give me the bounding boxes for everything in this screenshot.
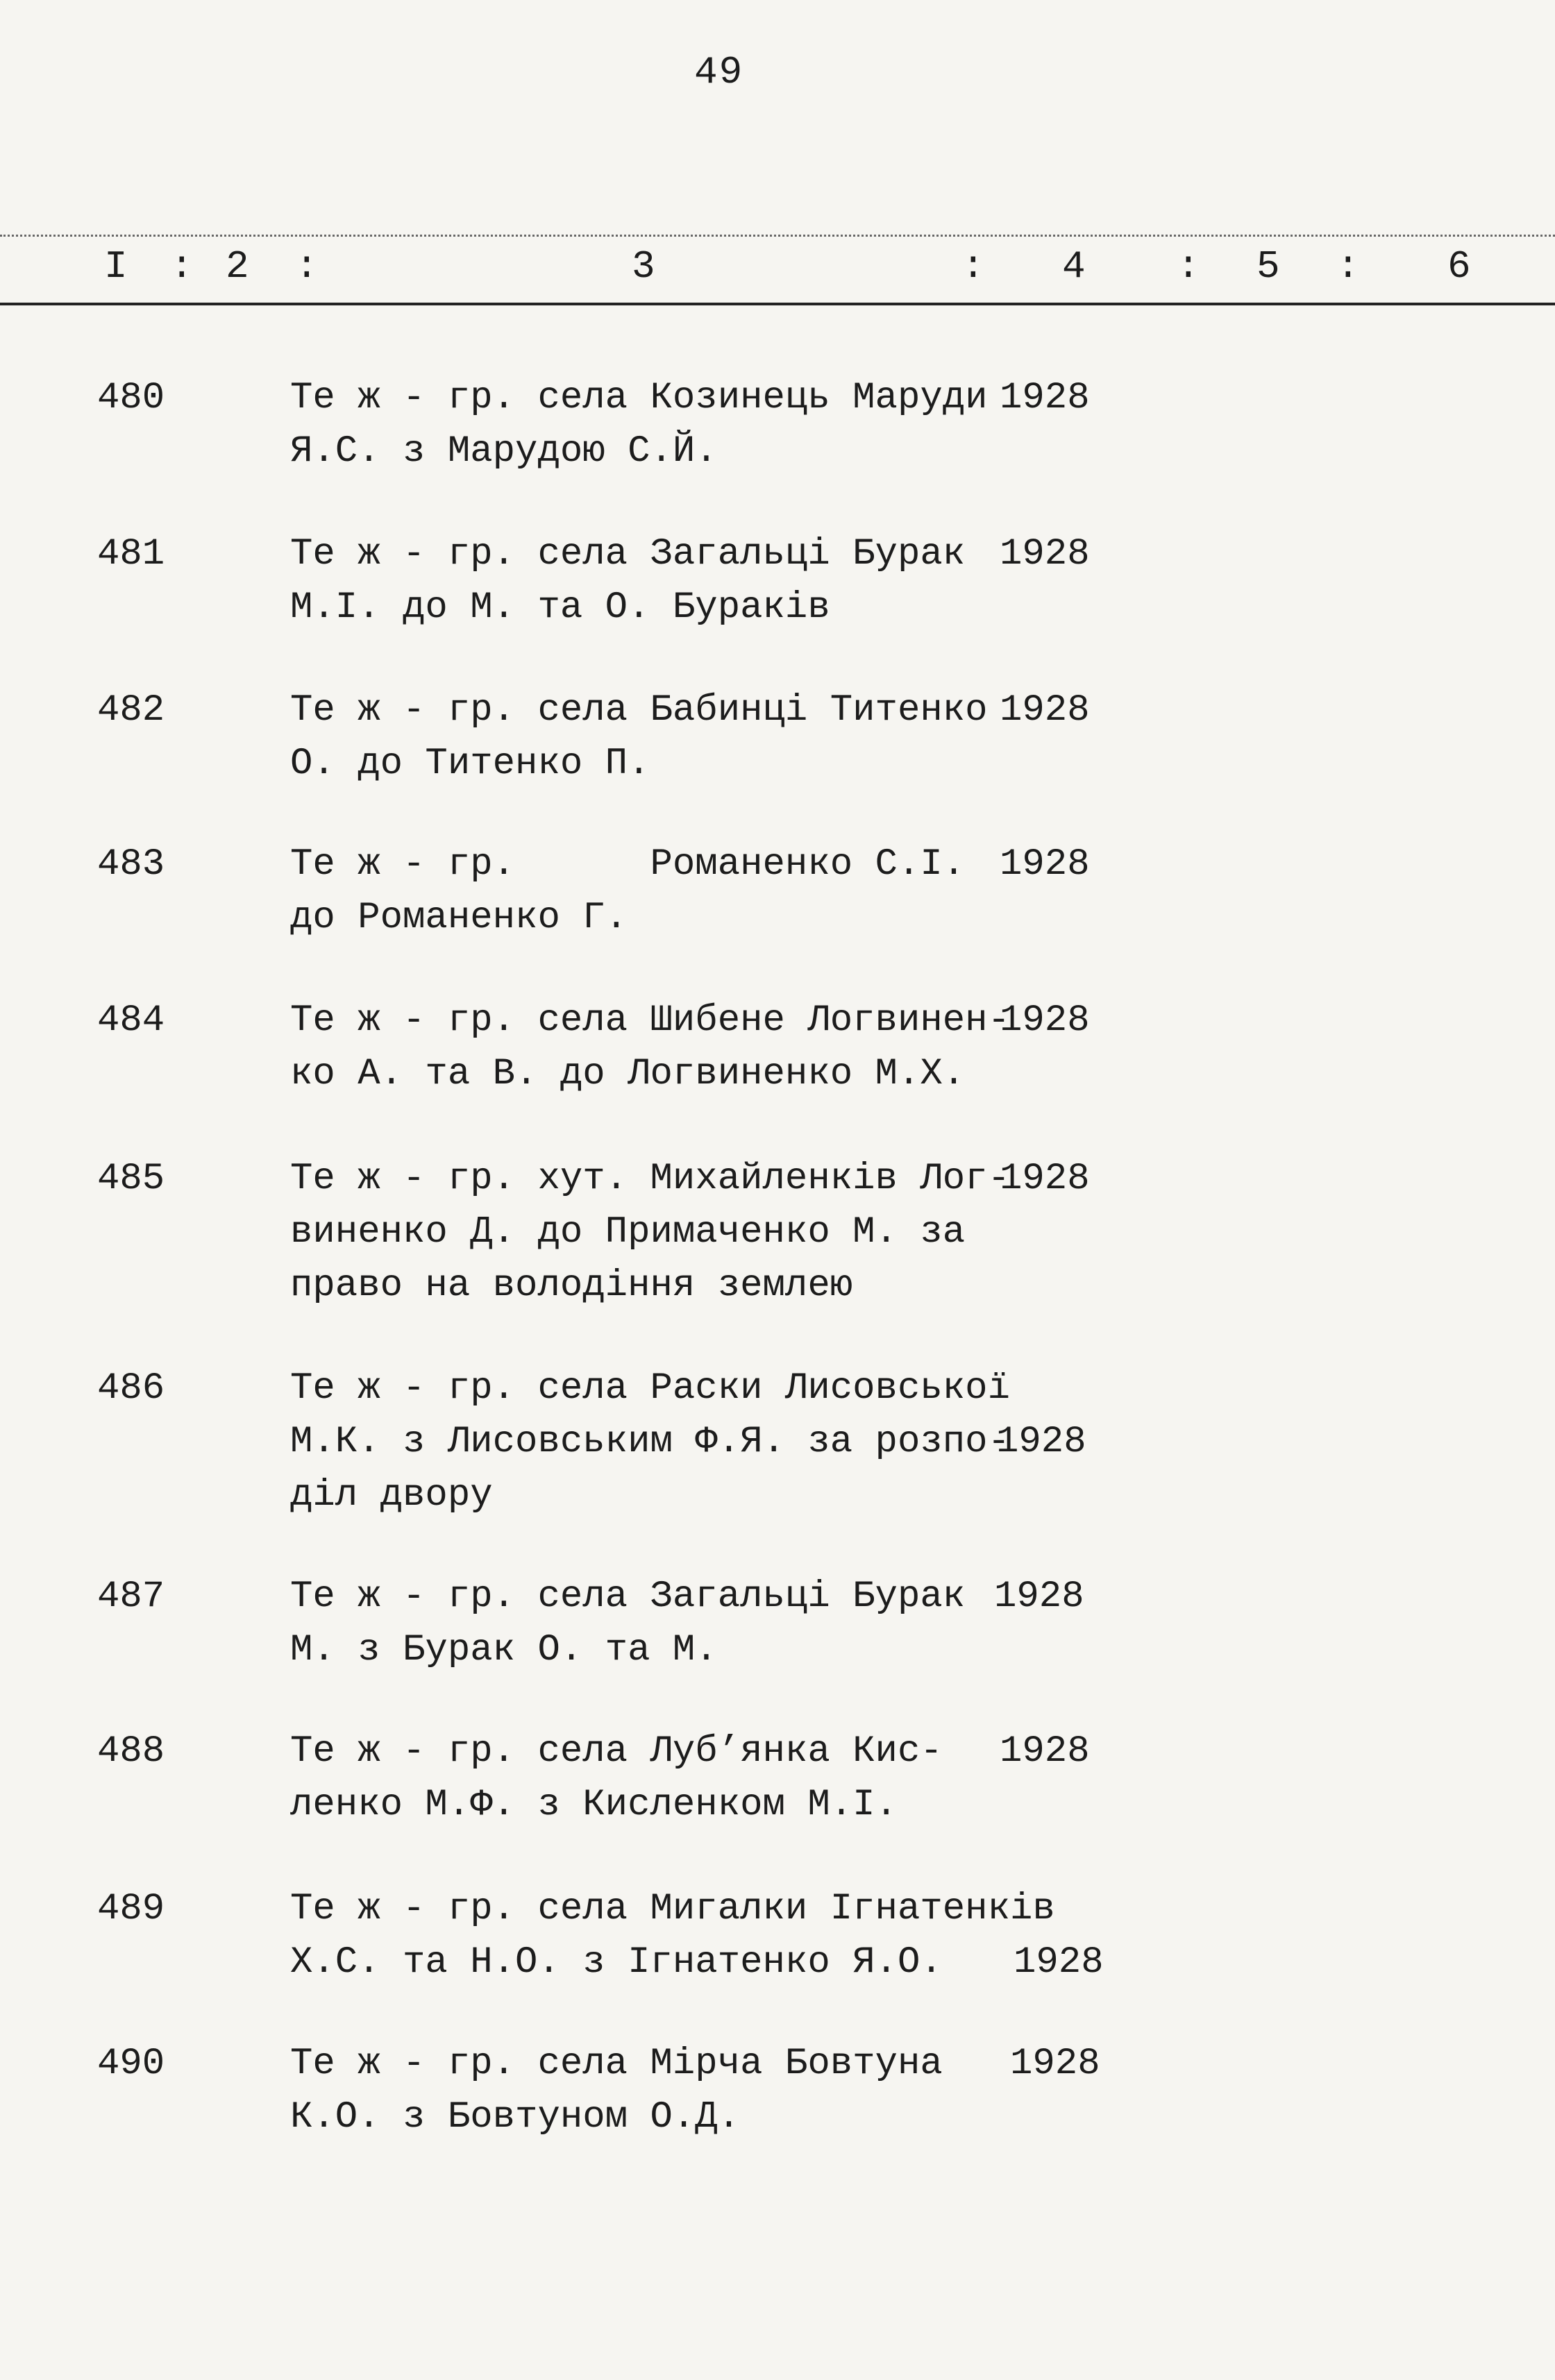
entry-description: [290, 1570, 965, 1677]
entry-description-line: К.О. з Бовтуном О.Д.: [290, 2096, 741, 2138]
entry-number: 485: [97, 1158, 165, 1200]
entry-year: 1928: [996, 1421, 1086, 1463]
entry-year: 1928: [1000, 1158, 1090, 1200]
column-header-6: 6: [1447, 244, 1471, 289]
entry-number: 481: [97, 533, 165, 575]
column-header-2: 2: [226, 244, 249, 289]
header-bottom-rule: [0, 303, 1555, 305]
page-number: 49: [694, 50, 744, 94]
entry-description-line: М. з Бурак О. та М.: [290, 1629, 718, 1671]
entry-year: 1928: [1000, 843, 1090, 886]
entry-year: 1928: [1000, 377, 1090, 419]
entry-year: 1928: [1000, 689, 1090, 732]
entry-number: 489: [97, 1888, 165, 1930]
column-header-5: 5: [1256, 244, 1280, 289]
entry-number: 484: [97, 999, 165, 1042]
entry-description-line: Те ж - гр. села Мигалки Ігнатенків: [290, 1888, 1055, 1930]
column-header-1: I: [104, 244, 128, 289]
entry-description: [290, 528, 965, 634]
entry-description: [290, 1882, 1055, 1989]
entry-number: 483: [97, 843, 165, 886]
entry-description-line: Те ж - гр. села Козинець Маруди: [290, 377, 988, 419]
header-top-rule: [0, 235, 1555, 237]
column-separator: :: [170, 244, 194, 289]
entry-description-line: Х.С. та Н.О. з Ігнатенко Я.О.: [290, 1941, 943, 1984]
entry-year: 1928: [994, 1576, 1084, 1618]
entry-year: 1928: [1000, 533, 1090, 575]
column-separator: :: [961, 244, 985, 289]
entry-description: [290, 371, 988, 478]
entry-description-line: Те ж - гр. Романенко С.І.: [290, 843, 966, 886]
entry-description: [290, 1362, 1010, 1522]
entry-description-line: право на володіння землею: [290, 1265, 853, 1307]
entry-description: [290, 1152, 1010, 1313]
entry-description-line: Те ж - гр. села Луб’янка Кис-: [290, 1730, 943, 1773]
entry-description-line: ленко М.Ф. з Кисленком М.І.: [290, 1784, 898, 1826]
entry-description-line: Те ж - гр. села Бабинці Титенко: [290, 689, 988, 732]
entry-description-line: діл двору: [290, 1474, 493, 1517]
entry-description: [290, 2037, 943, 2144]
entry-number: 488: [97, 1730, 165, 1773]
entry-number: 490: [97, 2043, 165, 2085]
column-separator: :: [295, 244, 319, 289]
entry-description: [290, 684, 988, 791]
entry-description: [290, 838, 965, 945]
entry-description-line: Я.С. з Марудою С.Й.: [290, 430, 718, 473]
entry-description-line: до Романенко Г.: [290, 897, 628, 939]
entry-year: 1928: [1014, 1941, 1104, 1984]
entry-year: 1928: [1000, 999, 1090, 1042]
entry-description-line: Те ж - гр. села Шибене Логвинен-: [290, 999, 1010, 1042]
entry-number: 482: [97, 689, 165, 732]
entry-description-line: О. до Титенко П.: [290, 743, 650, 785]
entry-description-line: Те ж - гр. села Загальці Бурак: [290, 1576, 966, 1618]
entry-year: 1928: [1000, 1730, 1090, 1773]
column-separator: :: [1336, 244, 1360, 289]
entry-number: 480: [97, 377, 165, 419]
column-header-row: [0, 244, 1555, 293]
entry-year: 1928: [1010, 2043, 1100, 2085]
entry-description-line: М.К. з Лисовським Ф.Я. за розпо-: [290, 1421, 1010, 1463]
entry-description: [290, 1725, 943, 1832]
column-separator: :: [1177, 244, 1200, 289]
entry-description-line: М.І. до М. та О. Бураків: [290, 586, 830, 629]
column-header-4: 4: [1062, 244, 1086, 289]
entry-description-line: Те ж - гр. хут. Михайленків Лог-: [290, 1158, 1010, 1200]
column-header-3: 3: [632, 244, 655, 289]
entry-description: [290, 994, 1010, 1101]
entry-description-line: Те ж - гр. села Загальці Бурак: [290, 533, 966, 575]
entry-number: 486: [97, 1367, 165, 1410]
entry-description-line: Те ж - гр. села Раски Лисовської: [290, 1367, 1010, 1410]
entry-number: 487: [97, 1576, 165, 1618]
entry-description-line: виненко Д. до Примаченко М. за: [290, 1211, 966, 1254]
entry-description-line: ко А. та В. до Логвиненко М.Х.: [290, 1053, 966, 1095]
entry-description-line: Те ж - гр. села Мірча Бовтуна: [290, 2043, 943, 2085]
